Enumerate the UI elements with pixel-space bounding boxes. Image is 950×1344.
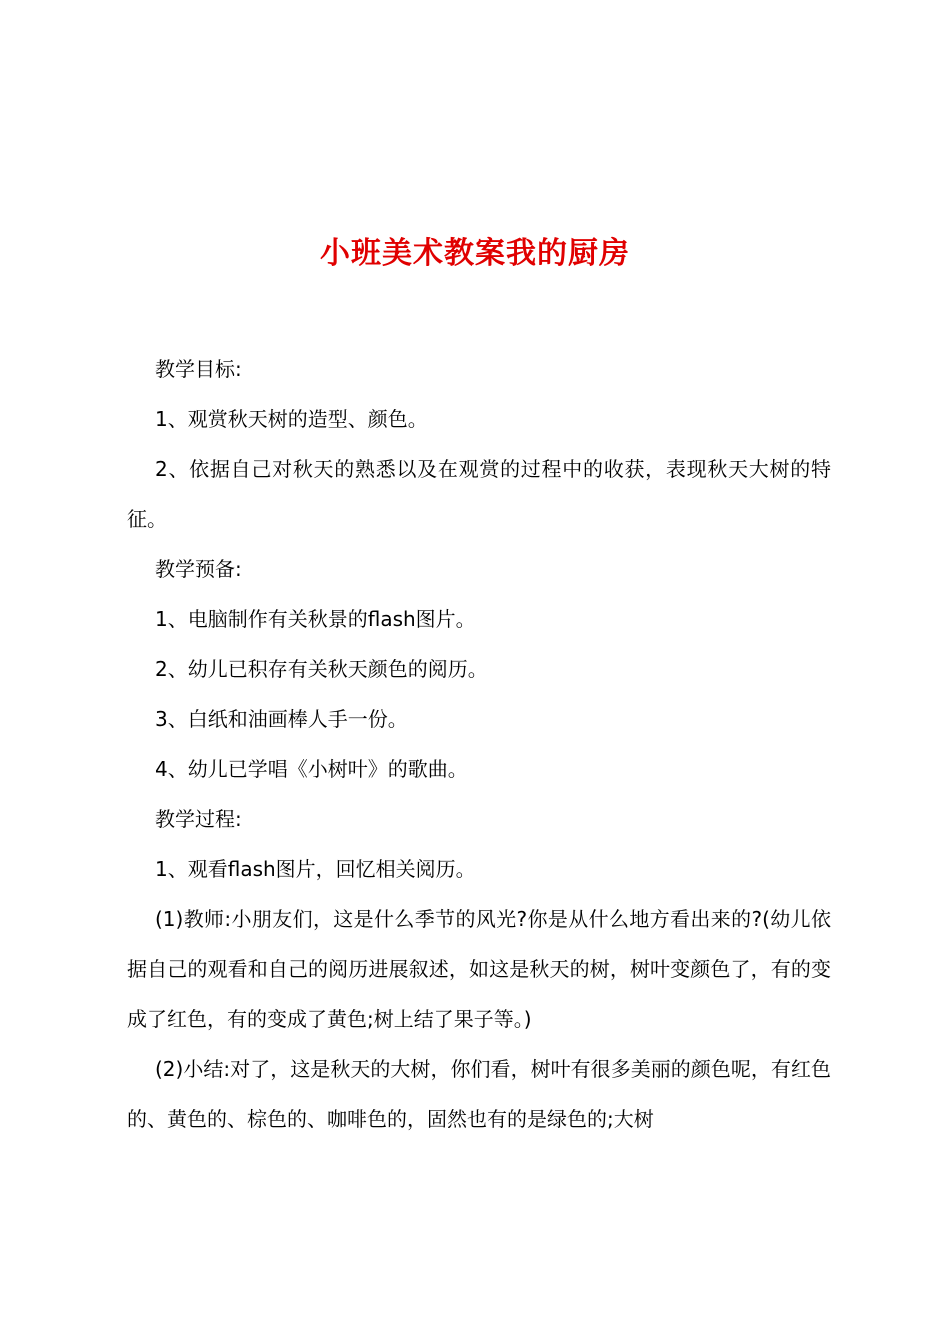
paragraph-goal-1: 1、观赏秋天树的造型、颜色。: [155, 407, 428, 431]
paragraph-prep-3: 3、白纸和油画棒人手一份。: [155, 707, 408, 731]
paragraph-process-1: 1、观看flash图片，回忆相关阅历。: [155, 857, 476, 881]
paragraph-prep-1: 1、电脑制作有关秋景的flash图片。: [155, 607, 476, 631]
document-body: [127, 344, 831, 1144]
paragraph-prep-4: 4、幼儿已学唱《小树叶》的歌曲。: [155, 757, 468, 781]
paragraph-teaching-process-heading: 教学过程:: [155, 807, 242, 831]
paragraph-prep-2: 2、幼儿已积存有关秋天颜色的阅历。: [155, 657, 488, 681]
paragraph-process-1-1: (1)教师:小朋友们，这是什么季节的风光?你是从什么地方看出来的?(幼儿依据自己的观看和自己的阅历进展叙述，如这是秋天的树，树叶变颜色了，有的变成了红色，有的变成了黄色;树上结了果子等。): [127, 907, 831, 1031]
paragraph-goal-2: 2、依据自己对秋天的熟悉以及在观赏的过程中的收获，表现秋天大树的特征。: [127, 457, 831, 531]
paragraph-process-1-2: (2)小结:对了，这是秋天的大树，你们看，树叶有很多美丽的颜色呢，有红色的、黄色的、棕色的、咖啡色的，固然也有的是绿色的;大树: [127, 1057, 831, 1131]
document-title: 小班美术教案我的厨房: [320, 236, 630, 272]
paragraph-teaching-goals-heading: 教学目标:: [155, 357, 242, 381]
paragraph-teaching-preparation-heading: 教学预备:: [155, 557, 242, 581]
